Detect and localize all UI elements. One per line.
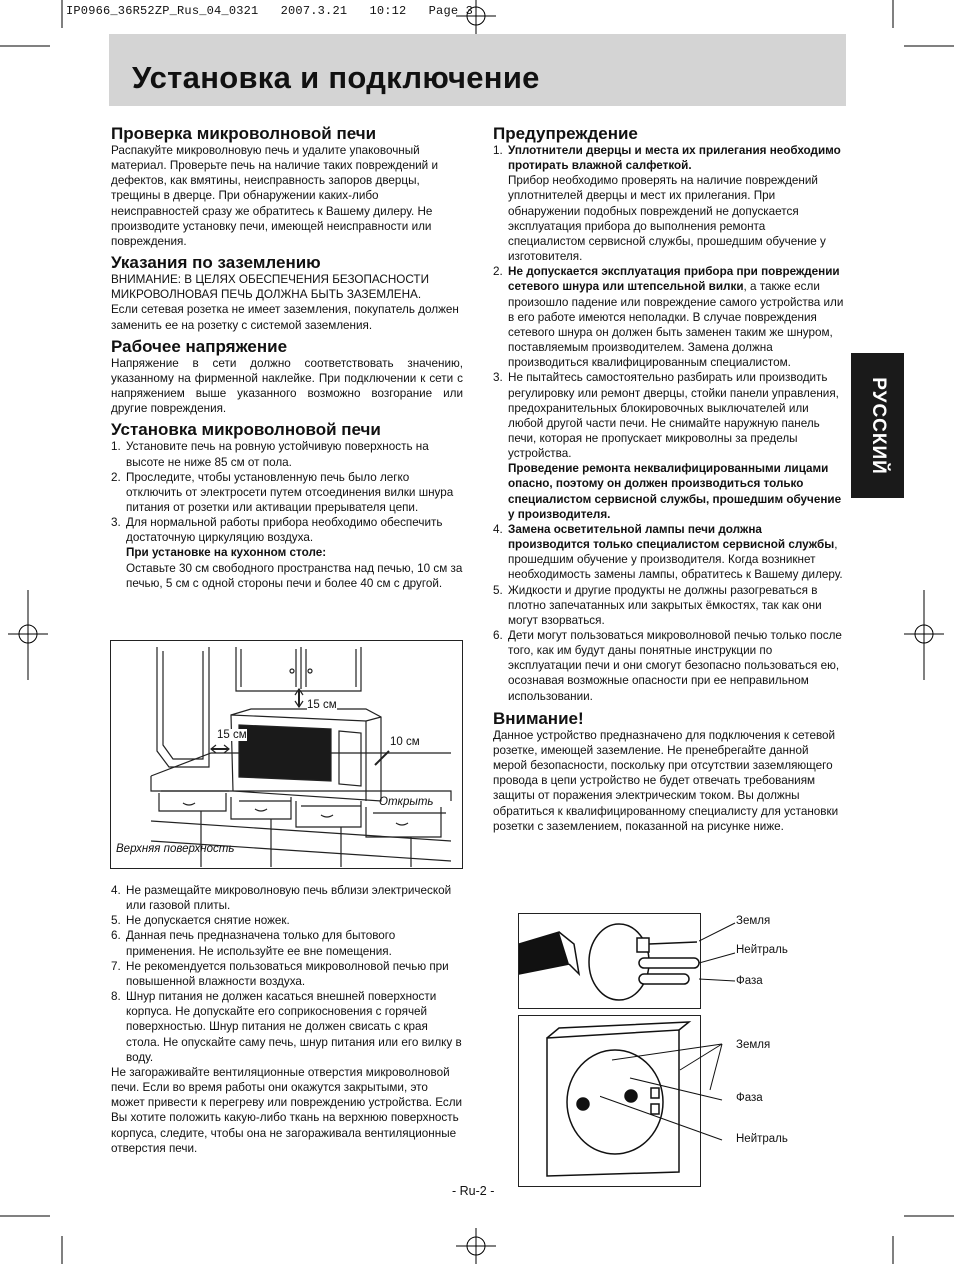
socket-label-ground: Земля	[736, 1039, 771, 1051]
plug-label-neutral: Нейтраль	[736, 944, 788, 956]
list-item: 6. Данная печь предназначена только для бытового применения. Не используйте ее вне помещения.	[111, 929, 396, 958]
voltage-text: Напряжение в сети должно соответствовать значению, указанному на фирменной наклейке. При подключении к сети с напряжением выше указанного возможно возгорание или другие повреждения.	[111, 356, 463, 416]
label-back-clearance: 10 см	[390, 736, 420, 748]
warning-list	[493, 143, 845, 704]
label-top-clearance: 15 см	[307, 699, 337, 711]
section-title-installation: Установка микроволновой печи	[111, 420, 381, 440]
list-item: 8. Шнур питания не должен касаться внешней поверхности корпуса. Не допускайте его соприкосновения с горячей поверхностью. Шнур питания не должен свисать с края стола. Не опускайте саму печь, шнур питания или его вилку в воду.	[111, 990, 462, 1064]
section-title-voltage: Рабочее напряжение	[111, 336, 288, 356]
plug-icon	[519, 914, 700, 1008]
section-title-grounding: Указания по заземлению	[111, 253, 321, 273]
plug-leader-lines	[699, 913, 739, 993]
list-item: 1. Установите печь на ровную устойчивую поверхность на высоте не ниже 85 см от пола.	[111, 440, 429, 469]
list-item: 2. Проследите, чтобы установленную печь было легко отключить от электросети путем отсоединения вилки шнура питания от розетки или активации прерывателя цепи.	[111, 470, 454, 514]
list-item: 5. Не допускается снятие ножек.	[111, 914, 290, 928]
plug-label-ground: Земля	[736, 915, 771, 927]
label-side-clearance: 15 см	[217, 729, 247, 741]
installation-list-continued	[111, 883, 463, 1065]
label-open: Открыть	[379, 796, 434, 808]
ventilation-note: Не загораживайте вентиляционные отверстия микроволновой печи. Если во время работы они окажутся закрытыми, это может привести к перегреву или повреждению устройства. Если Вы хотите положить какую-либо ткань на верхнюю поверхность корпуса, следите, чтобы она не загораживала вентиляционные отверстия печи.	[111, 1065, 463, 1155]
list-item: 6. Дети могут пользоваться микроволновой печью только после того, как им будут даны понятные инструкции по эксплуатации печи и они смогут безопасно пользоваться ею, осознавая возможные опасности при ее неправильном использовании.	[493, 629, 842, 703]
print-header: IP0966_36R52ZP_Rus_04_0321 2007.3.21 10:12 Page 3	[66, 4, 474, 18]
socket-leader-lines	[600, 1030, 736, 1150]
grounding-caps: ВНИМАНИЕ: В ЦЕЛЯХ ОБЕСПЕЧЕНИЯ БЕЗОПАСНОСТИ МИКРОВОЛНОВАЯ ПЕЧЬ ДОЛЖНА БЫТЬ ЗАЗЕМЛЕНА.	[111, 273, 429, 302]
list-item: 5. Жидкости и другие продукты не должны разогреваться в плотно запечатанных или закрытых ёмкостях, так как они могут взорваться.	[493, 583, 822, 627]
list-item: 2. Не допускается эксплуатация прибора при повреждении сетевого шнура или штепсельной вилки, а также если произошло падение или повреждение самого устройства или в его работе имеются неполадки. В случае повреждения сетевого шнура он должен быть заменен таким же шнуром, поставляемым производителем. Замена должна производиться квалифицированным специалистом.	[493, 265, 844, 370]
section-title-caution: Внимание!	[493, 708, 584, 728]
list-item: 3. Не пытайтесь самостоятельно разбирать или производить регулировку или ремонт дверцы, стойки панели управления, предохранительных блокировочных выключателей или любой другой части печи. Не снимайте наружную панель печи, которая не пропускает микроволны за пределы устройства. Проведение ремонта неквалифицированными лицами опасно, поэтому он должен производиться только специалистом сервисной службы, прошедшим обучение у производителя.	[493, 371, 842, 521]
microwave-illustration	[111, 641, 462, 868]
socket-label-neutral: Нейтраль	[736, 1133, 788, 1145]
caution-text: Данное устройство предназначено для подключения к сетевой розетке, имеющей заземление. Не пренебрегайте данной мерой безопасности, поскольку при отсутствии заземляющего провода в цепи устройство не будет отвечать требованиям защиты от поражения электрическим током. Вы должны обратиться к квалифицированному специалисту для установки розетки с заземлением, показанной на рисунке ниже.	[493, 728, 839, 833]
plug-label-phase: Фаза	[736, 975, 763, 987]
label-surface: Верхняя поверхность	[116, 843, 235, 855]
language-tab	[851, 353, 904, 498]
list-item: 7. Не рекомендуется пользоваться микроволновой печью при повышенной влажности воздуха.	[111, 959, 449, 988]
list-item: 3. Для нормальной работы прибора необходимо обеспечить достаточную циркуляцию воздуха. При установке на кухонном столе: Оставьте 30 см свободного пространства над печью, 10 см за печью, 5 см с одной стороны печи и более 40 см с другой.	[111, 516, 463, 590]
grounding-text: Если сетевая розетка не имеет заземления, покупатель должен заменить ее на розетку с системой заземления.	[111, 303, 459, 332]
installation-list	[111, 439, 463, 591]
list-item: 4. Не размещайте микроволновую печь вблизи электрической или газовой плиты.	[111, 884, 452, 913]
socket-label-phase: Фаза	[736, 1092, 763, 1104]
page-title: Установка и подключение	[132, 60, 540, 95]
right-column	[493, 124, 845, 834]
clearance-figure	[110, 640, 463, 869]
section-title-warning: Предупреждение	[493, 124, 638, 143]
list-item: 1. Уплотнители дверцы и места их прилегания необходимо протирать влажной салфеткой. Прибор необходимо проверять на наличие повреждений уплотнителей дверцы и мест их прилегания. При обнаружении подобных повреждений не допускается эксплуатация прибора до выполнения ремонта специалистом сервисной службы, прошедшим обучение у изготовителя.	[493, 144, 841, 264]
section-text-check: Распакуйте микроволновую печь и удалите упаковочный материал. Проверьте печь на наличие таких повреждений и дефектов, как вмятины, неисправность запоров дверцы, трещины в дверце. При обнаружении каких-либо неисправностей сразу же обратитесь к Вашему дилеру. Не производите установку печи, имеющей неисправности или повреждения.	[111, 144, 438, 248]
language-tab-label: РУССКИЙ	[867, 376, 889, 475]
section-title-check: Проверка микроволновой печи	[111, 124, 377, 143]
page-number: - Ru-2 -	[452, 1184, 495, 1198]
plug-figure	[518, 913, 701, 1009]
left-column-bottom	[111, 883, 463, 1156]
list-item: 4. Замена осветительной лампы печи должна производится только специалистом сервисной службы, прошедшим обучение у производителя. Когда возникнет необходимость замены лампы, обратитесь к Вашему дилеру.	[493, 522, 843, 582]
title-banner	[109, 34, 846, 106]
left-column-top	[111, 124, 463, 591]
